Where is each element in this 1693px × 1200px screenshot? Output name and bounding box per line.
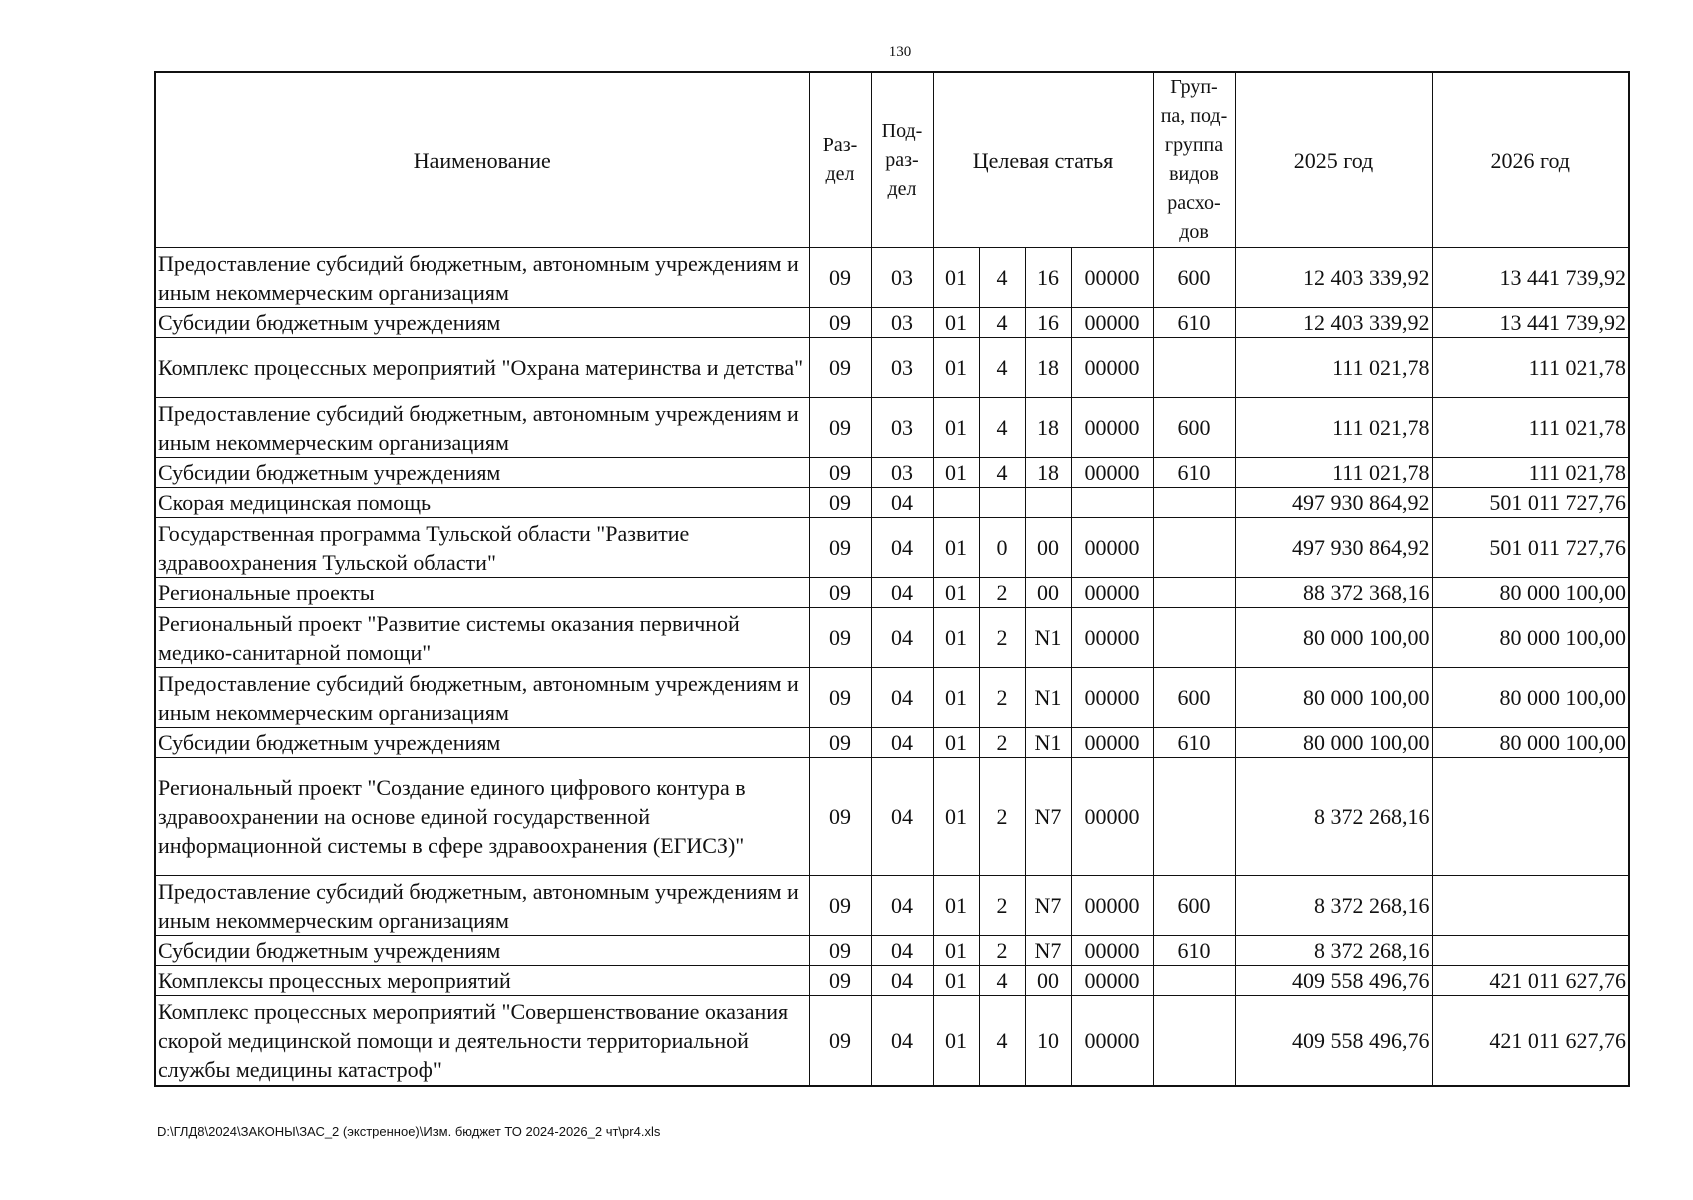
row-razdel: 09 [809,518,871,578]
row-razdel: 09 [809,668,871,728]
row-cs-item: 00 [1025,966,1071,996]
row-vid-rashodov: 600 [1153,876,1235,936]
row-cs-program: 01 [933,398,979,458]
row-podrazdel: 04 [871,668,933,728]
row-amount-2025: 8 372 268,16 [1235,876,1432,936]
row-razdel: 09 [809,338,871,398]
row-cs-program: 01 [933,728,979,758]
table-row [155,728,1629,758]
row-vid-rashodov: 610 [1153,458,1235,488]
row-cs-program: 01 [933,578,979,608]
row-amount-2026: 111 021,78 [1432,458,1629,488]
row-amount-2026 [1432,876,1629,936]
row-cs-direction: 00000 [1071,398,1153,458]
row-cs-direction: 00000 [1071,996,1153,1086]
row-vid-rashodov [1153,338,1235,398]
row-cs-program [933,488,979,518]
row-cs-direction: 00000 [1071,876,1153,936]
row-name: Предоставление субсидий бюджетным, автономным учреждениям и иным некоммерческим организациям [155,398,809,458]
row-amount-2026: 80 000 100,00 [1432,578,1629,608]
table-row [155,248,1629,308]
row-vid-rashodov [1153,518,1235,578]
row-name: Скорая медицинская помощь [155,488,809,518]
row-cs-program: 01 [933,308,979,338]
row-podrazdel: 03 [871,458,933,488]
row-cs-program: 01 [933,338,979,398]
row-amount-2026: 501 011 727,76 [1432,488,1629,518]
row-cs-type: 2 [979,608,1025,668]
row-amount-2025: 12 403 339,92 [1235,248,1432,308]
row-cs-program: 01 [933,458,979,488]
header-gruppa: Груп- па, под- группа видов расхо- дов [1153,72,1235,248]
header-celevaya-statya: Целевая статья [933,72,1153,248]
row-cs-direction: 00000 [1071,518,1153,578]
row-razdel: 09 [809,398,871,458]
row-amount-2025: 111 021,78 [1235,338,1432,398]
row-podrazdel: 04 [871,758,933,876]
row-name: Субсидии бюджетным учреждениям [155,458,809,488]
row-razdel: 09 [809,248,871,308]
row-amount-2026: 111 021,78 [1432,338,1629,398]
row-cs-type: 4 [979,338,1025,398]
table-row [155,458,1629,488]
row-name: Региональный проект "Создание единого цифрового контура в здравоохранении на основе единой государственной информационной системы в сфере здравоохранения (ЕГИСЗ)" [155,758,809,876]
row-cs-item: N1 [1025,728,1071,758]
row-cs-item: N1 [1025,668,1071,728]
row-cs-item: N7 [1025,758,1071,876]
row-name: Комплекс процессных мероприятий "Совершенствование оказания скорой медицинской помощи и деятельности территориальной службы медицины катастроф" [155,996,809,1086]
row-razdel: 09 [809,308,871,338]
row-cs-item: 18 [1025,398,1071,458]
header-2026: 2026 год [1432,72,1629,248]
table-row [155,758,1629,876]
row-amount-2025: 88 372 368,16 [1235,578,1432,608]
row-cs-type: 2 [979,758,1025,876]
row-razdel: 09 [809,608,871,668]
row-vid-rashodov: 610 [1153,308,1235,338]
row-amount-2025: 497 930 864,92 [1235,518,1432,578]
row-cs-type: 4 [979,996,1025,1086]
table-row [155,966,1629,996]
row-cs-direction [1071,488,1153,518]
row-amount-2026: 13 441 739,92 [1432,248,1629,308]
row-vid-rashodov: 610 [1153,936,1235,966]
row-cs-program: 01 [933,996,979,1086]
row-vid-rashodov [1153,758,1235,876]
row-cs-type [979,488,1025,518]
table-row [155,668,1629,728]
row-cs-program: 01 [933,876,979,936]
row-name: Комплекс процессных мероприятий "Охрана материнства и детства" [155,338,809,398]
row-vid-rashodov [1153,488,1235,518]
row-vid-rashodov: 600 [1153,248,1235,308]
row-amount-2025: 497 930 864,92 [1235,488,1432,518]
row-cs-program: 01 [933,966,979,996]
row-cs-item: 18 [1025,338,1071,398]
row-name: Субсидии бюджетным учреждениям [155,936,809,966]
row-razdel: 09 [809,876,871,936]
row-podrazdel: 04 [871,966,933,996]
row-amount-2026 [1432,936,1629,966]
row-cs-type: 4 [979,248,1025,308]
header-razdel: Раз- дел [809,72,871,248]
row-cs-direction: 00000 [1071,578,1153,608]
row-cs-item: N7 [1025,936,1071,966]
row-amount-2025: 409 558 496,76 [1235,966,1432,996]
row-cs-type: 2 [979,876,1025,936]
footer-file-path: D:\ГЛД8\2024\ЗАКОНЫ\ЗАС_2 (экстренное)\Изм. бюджет ТО 2024-2026_2 чт\pr4.xls [157,1124,661,1139]
table-row [155,398,1629,458]
row-vid-rashodov: 600 [1153,398,1235,458]
row-cs-direction: 00000 [1071,248,1153,308]
table-row [155,996,1629,1086]
row-podrazdel: 04 [871,936,933,966]
row-vid-rashodov: 610 [1153,728,1235,758]
row-cs-direction: 00000 [1071,758,1153,876]
row-amount-2025: 80 000 100,00 [1235,668,1432,728]
row-cs-program: 01 [933,758,979,876]
row-razdel: 09 [809,458,871,488]
row-amount-2026: 80 000 100,00 [1432,728,1629,758]
table-header-row [155,72,1629,248]
header-podrazdel: Под- раз- дел [871,72,933,248]
row-cs-program: 01 [933,248,979,308]
table-row [155,518,1629,578]
budget-table [154,71,1630,1087]
row-amount-2025: 8 372 268,16 [1235,936,1432,966]
row-name: Государственная программа Тульской области "Развитие здравоохранения Тульской области" [155,518,809,578]
row-name: Региональные проекты [155,578,809,608]
row-name: Предоставление субсидий бюджетным, автономным учреждениям и иным некоммерческим организациям [155,668,809,728]
row-cs-direction: 00000 [1071,608,1153,668]
row-cs-item: N7 [1025,876,1071,936]
row-name: Субсидии бюджетным учреждениям [155,308,809,338]
header-name: Наименование [155,72,809,248]
row-name: Предоставление субсидий бюджетным, автономным учреждениям и иным некоммерческим организациям [155,248,809,308]
table-row [155,338,1629,398]
row-podrazdel: 03 [871,398,933,458]
row-razdel: 09 [809,758,871,876]
row-podrazdel: 04 [871,728,933,758]
row-podrazdel: 04 [871,578,933,608]
row-razdel: 09 [809,578,871,608]
row-razdel: 09 [809,996,871,1086]
row-amount-2026: 421 011 627,76 [1432,966,1629,996]
row-cs-direction: 00000 [1071,308,1153,338]
row-podrazdel: 04 [871,608,933,668]
row-podrazdel: 04 [871,876,933,936]
row-amount-2026: 501 011 727,76 [1432,518,1629,578]
row-cs-type: 4 [979,458,1025,488]
row-amount-2025: 80 000 100,00 [1235,608,1432,668]
row-podrazdel: 03 [871,338,933,398]
row-cs-item: 16 [1025,308,1071,338]
row-name: Субсидии бюджетным учреждениям [155,728,809,758]
row-amount-2026 [1432,758,1629,876]
row-cs-type: 4 [979,966,1025,996]
row-amount-2026: 421 011 627,76 [1432,996,1629,1086]
row-vid-rashodov [1153,996,1235,1086]
row-cs-type: 2 [979,668,1025,728]
row-cs-program: 01 [933,608,979,668]
row-cs-program: 01 [933,668,979,728]
row-razdel: 09 [809,936,871,966]
row-cs-type: 2 [979,578,1025,608]
row-cs-type: 4 [979,398,1025,458]
row-vid-rashodov [1153,966,1235,996]
row-amount-2025: 8 372 268,16 [1235,758,1432,876]
page-number: 130 [888,44,912,60]
row-razdel: 09 [809,728,871,758]
row-cs-direction: 00000 [1071,338,1153,398]
row-amount-2025: 111 021,78 [1235,458,1432,488]
row-amount-2025: 111 021,78 [1235,398,1432,458]
row-podrazdel: 04 [871,996,933,1086]
row-name: Региональный проект "Развитие системы оказания первичной медико-санитарной помощи" [155,608,809,668]
row-cs-program: 01 [933,936,979,966]
row-name: Комплексы процессных мероприятий [155,966,809,996]
row-vid-rashodov: 600 [1153,668,1235,728]
row-cs-direction: 00000 [1071,458,1153,488]
row-cs-item: 18 [1025,458,1071,488]
row-amount-2025: 409 558 496,76 [1235,996,1432,1086]
row-amount-2025: 80 000 100,00 [1235,728,1432,758]
row-podrazdel: 03 [871,248,933,308]
row-cs-item: 10 [1025,996,1071,1086]
row-cs-item: 00 [1025,518,1071,578]
table-body [155,248,1629,1086]
header-2025: 2025 год [1235,72,1432,248]
row-cs-item: 16 [1025,248,1071,308]
row-cs-program: 01 [933,518,979,578]
row-vid-rashodov [1153,578,1235,608]
table-row [155,936,1629,966]
table-row [155,608,1629,668]
row-cs-direction: 00000 [1071,728,1153,758]
row-vid-rashodov [1153,608,1235,668]
row-amount-2026: 80 000 100,00 [1432,668,1629,728]
row-podrazdel: 03 [871,308,933,338]
row-cs-type: 0 [979,518,1025,578]
row-amount-2026: 80 000 100,00 [1432,608,1629,668]
row-cs-item: N1 [1025,608,1071,668]
row-cs-direction: 00000 [1071,668,1153,728]
row-amount-2025: 12 403 339,92 [1235,308,1432,338]
row-amount-2026: 111 021,78 [1432,398,1629,458]
row-cs-type: 2 [979,936,1025,966]
row-cs-direction: 00000 [1071,936,1153,966]
table-row [155,876,1629,936]
row-amount-2026: 13 441 739,92 [1432,308,1629,338]
table-row [155,308,1629,338]
row-podrazdel: 04 [871,488,933,518]
row-cs-type: 2 [979,728,1025,758]
table-row [155,488,1629,518]
row-razdel: 09 [809,488,871,518]
row-cs-direction: 00000 [1071,966,1153,996]
row-razdel: 09 [809,966,871,996]
table-row [155,578,1629,608]
row-podrazdel: 04 [871,518,933,578]
row-cs-item [1025,488,1071,518]
row-name: Предоставление субсидий бюджетным, автономным учреждениям и иным некоммерческим организациям [155,876,809,936]
row-cs-item: 00 [1025,578,1071,608]
row-cs-type: 4 [979,308,1025,338]
